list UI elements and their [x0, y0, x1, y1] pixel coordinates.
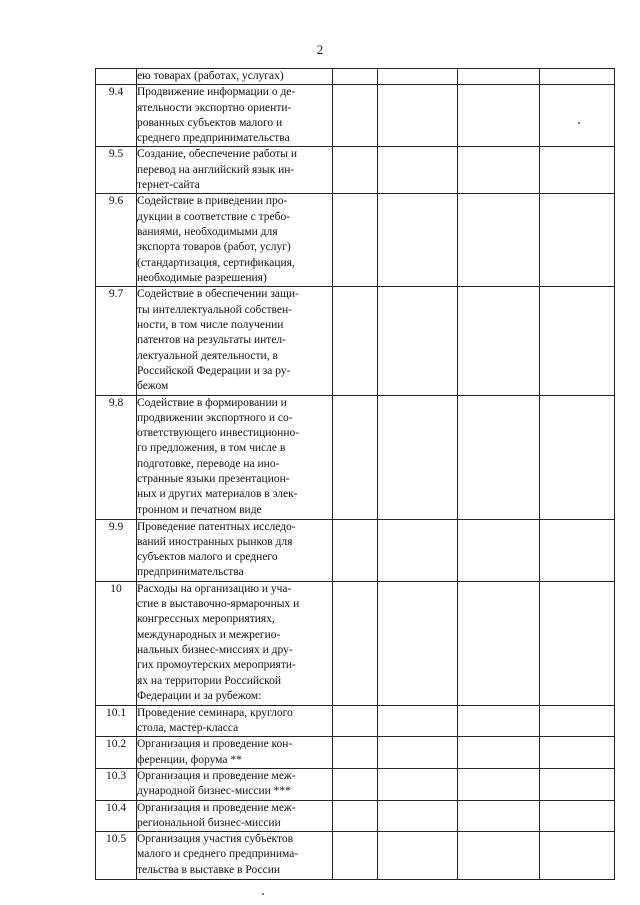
value-cell [333, 147, 378, 194]
row-description [137, 85, 333, 147]
description-line: Расходы на организацию и уча- [137, 582, 292, 595]
table-row [96, 519, 615, 581]
row-number: 10.2 [96, 737, 137, 769]
row-number: 10.1 [96, 705, 137, 737]
description-line: экспорта товаров (работ, услуг) [137, 241, 291, 254]
value-cell [540, 194, 615, 287]
value-cell [333, 85, 378, 147]
value-cell [540, 800, 615, 832]
row-description [137, 395, 333, 519]
table-body [96, 69, 615, 880]
row-description [137, 519, 333, 581]
value-cell [333, 194, 378, 287]
row-description [137, 832, 333, 880]
value-cell [378, 800, 458, 832]
description-line: Организация и проведение кон- [137, 738, 293, 751]
value-cell [458, 147, 540, 194]
description-line: региональной бизнес-миссии [137, 816, 281, 829]
value-cell [458, 69, 540, 85]
table-row [96, 832, 615, 880]
description-line: Содействие в приведении про- [137, 195, 288, 208]
row-number: 9.5 [96, 147, 137, 194]
row-number: 9.9 [96, 519, 137, 581]
row-description [137, 705, 333, 737]
row-number: 9.6 [96, 194, 137, 287]
description-line: ты интеллектуальной собствен- [137, 303, 292, 316]
value-cell [333, 800, 378, 832]
value-cell [458, 519, 540, 581]
expenses-table [95, 68, 615, 880]
row-description [137, 147, 333, 194]
table-row [96, 737, 615, 769]
value-cell [378, 832, 458, 880]
description-line: Федерации и за рубежом: [137, 689, 262, 702]
value-cell [458, 194, 540, 287]
value-cell [378, 69, 458, 85]
table-row [96, 85, 615, 147]
value-cell [333, 395, 378, 519]
table-row [96, 800, 615, 832]
value-cell [378, 287, 458, 395]
description-line: предпринимательства [137, 566, 244, 579]
row-number: 10 [96, 581, 137, 705]
description-line: ответствующего инвестиционно- [137, 427, 300, 440]
description-line: субъектов малого и среднего [137, 551, 278, 564]
description-line: ных и других материалов в элек- [137, 488, 298, 501]
table-row [96, 147, 615, 194]
value-cell [458, 287, 540, 395]
description-line: продвижении экспортного и со- [137, 411, 293, 424]
description-line: тронном и печатном виде [137, 503, 262, 516]
description-line: дународной бизнес-миссии *** [137, 785, 291, 798]
description-line: международных и межрегио- [137, 628, 281, 641]
value-cell [540, 768, 615, 800]
row-number: 10.4 [96, 800, 137, 832]
row-number: 9.4 [96, 85, 137, 147]
row-description [137, 581, 333, 705]
description-line: перевод на английский язык ин- [137, 163, 295, 176]
description-line: Организация и проведение меж- [137, 769, 296, 782]
row-description [137, 69, 333, 85]
description-line: Организация участия субъектов [137, 833, 294, 846]
row-description [137, 737, 333, 769]
description-line: тельства в выставке в России [137, 863, 281, 876]
value-cell [540, 395, 615, 519]
row-description [137, 768, 333, 800]
description-line: ею товарах (работах, услугах) [137, 70, 284, 82]
value-cell [333, 705, 378, 737]
description-line: Содействие в формировании и [137, 396, 287, 409]
scan-speck [262, 893, 264, 895]
value-cell [540, 147, 615, 194]
table-row [96, 194, 615, 287]
row-number: 10.5 [96, 832, 137, 880]
description-line: ференции, форума ** [137, 753, 242, 766]
description-line: ваниями, необходимыми для [137, 226, 278, 239]
description-line: лектуальной деятельности, в [137, 349, 278, 362]
table-row [96, 705, 615, 737]
value-cell [458, 705, 540, 737]
description-line: го предложения, в том числе в [137, 442, 286, 455]
value-cell [378, 581, 458, 705]
value-cell [378, 768, 458, 800]
description-line: ятельности экспортно ориенти- [137, 101, 292, 114]
description-line: подготовке, переводе на ино- [137, 457, 280, 470]
table-row [96, 581, 615, 705]
value-cell [378, 737, 458, 769]
description-line: ности, в том числе получении [137, 319, 284, 332]
table-row [96, 69, 615, 85]
value-cell [458, 85, 540, 147]
description-line: Содействие в обеспечении защи- [137, 288, 299, 301]
description-line: бежом [137, 380, 169, 393]
scan-speck [578, 122, 580, 124]
value-cell [540, 705, 615, 737]
table-row [96, 768, 615, 800]
value-cell [333, 69, 378, 85]
description-line: дукции в соответствие с требо- [137, 210, 291, 223]
value-cell [333, 287, 378, 395]
value-cell [540, 832, 615, 880]
table-row [96, 395, 615, 519]
description-line: рованных субъектов малого и [137, 116, 283, 129]
value-cell [378, 194, 458, 287]
description-line: Организация и проведение меж- [137, 801, 296, 814]
value-cell [540, 519, 615, 581]
description-line: Проведение семинара, круглого [137, 706, 293, 719]
value-cell [458, 800, 540, 832]
row-description [137, 287, 333, 395]
value-cell [333, 519, 378, 581]
value-cell [458, 395, 540, 519]
value-cell [458, 768, 540, 800]
value-cell [333, 581, 378, 705]
row-number [96, 69, 137, 85]
row-description [137, 800, 333, 832]
value-cell [378, 395, 458, 519]
description-line: среднего предпринимательства [137, 132, 290, 145]
row-description [137, 194, 333, 287]
description-line: гих промоутерских мероприяти- [137, 659, 296, 672]
value-cell [458, 832, 540, 880]
row-number: 9.8 [96, 395, 137, 519]
value-cell [458, 581, 540, 705]
value-cell [333, 737, 378, 769]
value-cell [378, 705, 458, 737]
description-line: (стандартизация, сертификация, [137, 256, 295, 269]
value-cell [540, 287, 615, 395]
description-line: Создание, обеспечение работы и [137, 148, 298, 161]
value-cell [458, 737, 540, 769]
description-line: странные языки презентацион- [137, 473, 290, 486]
description-line: патентов на результаты интел- [137, 334, 287, 347]
description-line: конгрессных мероприятиях, [137, 613, 275, 626]
row-number: 10.3 [96, 768, 137, 800]
table-row [96, 287, 615, 395]
description-line: ях на территории Российской [137, 674, 282, 687]
description-line: необходимые разрешения) [137, 271, 267, 284]
description-line: Продвижение информации о де- [137, 86, 296, 99]
description-line: тернет-сайта [137, 179, 200, 192]
value-cell [540, 737, 615, 769]
value-cell [540, 85, 615, 147]
value-cell [540, 581, 615, 705]
description-line: стие в выставочно-ярмарочных и [137, 598, 300, 611]
value-cell [333, 768, 378, 800]
row-number: 9.7 [96, 287, 137, 395]
description-line: стола, мастер-класса [137, 722, 239, 735]
description-line: Российской Федерации и за ру- [137, 364, 291, 377]
value-cell [333, 832, 378, 880]
value-cell [378, 147, 458, 194]
value-cell [378, 85, 458, 147]
description-line: малого и среднего предпринима- [137, 848, 299, 861]
description-line: Проведение патентных исследо- [137, 520, 296, 533]
description-line: нальных бизнес-миссиях и дру- [137, 643, 293, 656]
value-cell [378, 519, 458, 581]
description-line: ваний иностранных рынков для [137, 535, 293, 548]
page-number: 2 [316, 42, 324, 57]
value-cell [540, 69, 615, 85]
